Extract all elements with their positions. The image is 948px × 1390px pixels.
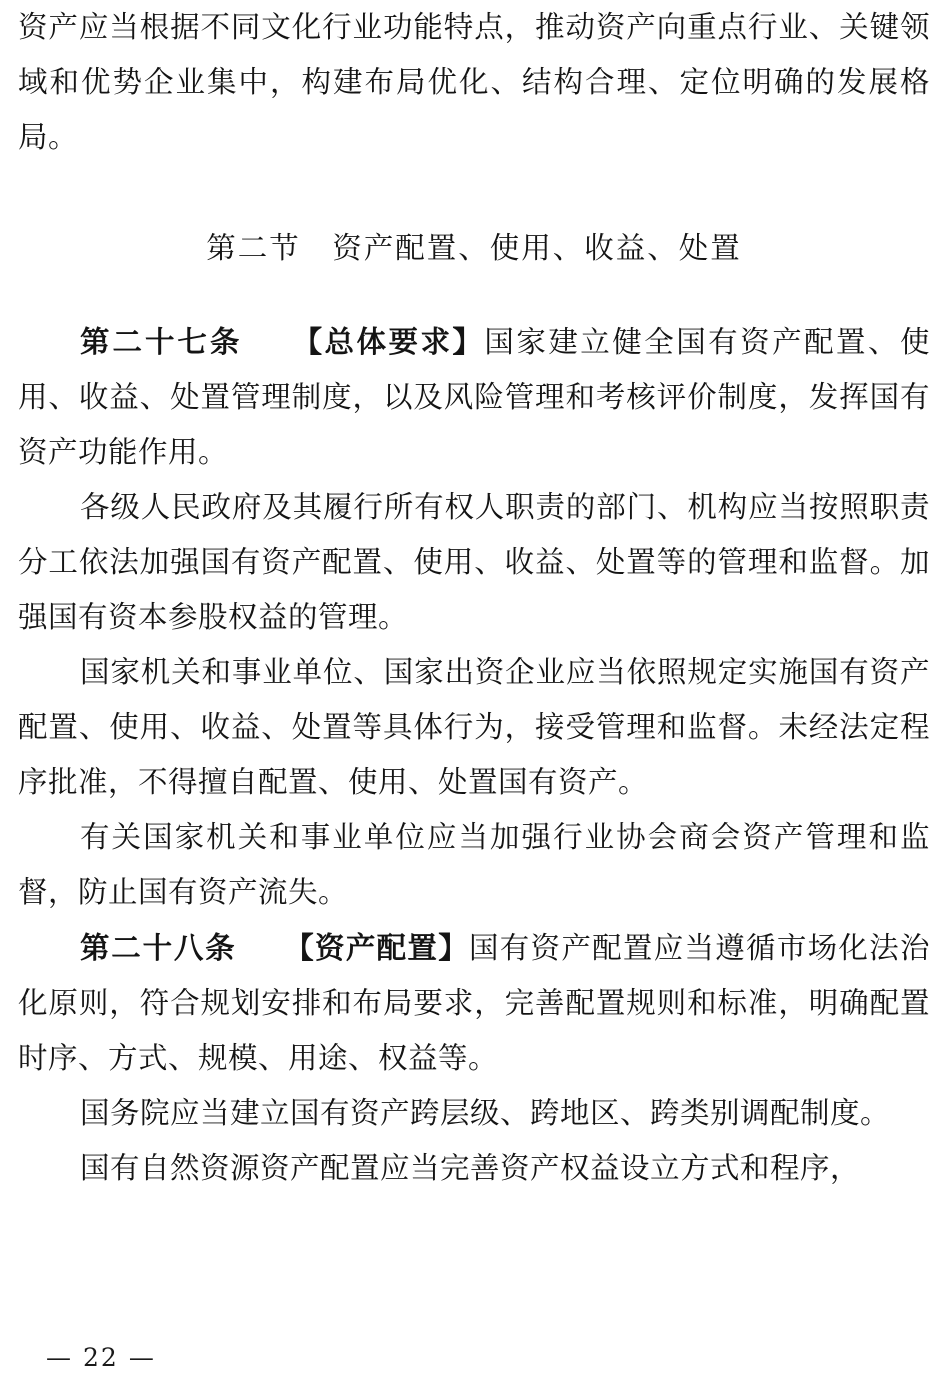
footer-dash-right: — bbox=[128, 1343, 156, 1372]
paragraph-article-27-2: 各级人民政府及其履行所有权人职责的部门、机构应当按照职责分工依法加强国有资产配置、使用、收益、处置等的管理和监督。加强国有资本参股权益的管理。 bbox=[18, 490, 930, 634]
article-tag-28: 【资产配置】 bbox=[299, 930, 469, 965]
document-body bbox=[18, 0, 930, 1196]
article-label-28: 第二十八条 bbox=[80, 930, 237, 965]
section-heading: 第二节 资产配置、使用、收益、处置 bbox=[206, 231, 742, 265]
page-footer bbox=[0, 1343, 948, 1372]
paragraph-article-28-3: 国有自然资源资产配置应当完善资产权益设立方式和程序， bbox=[80, 1151, 861, 1185]
article-label-gap-28 bbox=[236, 930, 299, 965]
article-28-text: 国有资产配置应当遵循市场化法治化原则，符合规划安排和布局要求，完善配置规则和标准，明确配置时序、方式、规模、用途、权益等。 bbox=[18, 931, 930, 1075]
spacer-before-section-heading bbox=[18, 165, 930, 221]
spacer-after-section-heading bbox=[18, 276, 930, 314]
article-tag-27: 【总体要求】 bbox=[307, 324, 485, 359]
article-label-gap bbox=[242, 324, 307, 359]
paragraph-continuation: 资产应当根据不同文化行业功能特点，推动资产向重点行业、关键领域和优势企业集中，构建布局优化、结构合理、定位明确的发展格局。 bbox=[18, 10, 930, 154]
paragraph-article-27-4: 有关国家机关和事业单位应当加强行业协会商会资产管理和监督，防止国有资产流失。 bbox=[18, 820, 930, 909]
footer-dash-left: — bbox=[46, 1343, 73, 1372]
paragraph-article-27-3: 国家机关和事业单位、国家出资企业应当依照规定实施国有资产配置、使用、收益、处置等具体行为，接受管理和监督。未经法定程序批准，不得擅自配置、使用、处置国有资产。 bbox=[18, 655, 930, 799]
article-27-text: 国家建立健全国有资产配置、使用、收益、处置管理制度，以及风险管理和考核评价制度，发挥国有资产功能作用。 bbox=[18, 325, 930, 469]
paragraph-article-28 bbox=[18, 920, 930, 1086]
page-number: 22 bbox=[83, 1343, 119, 1372]
paragraph-article-28-2: 国务院应当建立国有资产跨层级、跨地区、跨类别调配制度。 bbox=[80, 1096, 891, 1130]
article-label-27: 第二十七条 bbox=[80, 324, 243, 359]
paragraph-article-27 bbox=[18, 314, 930, 480]
